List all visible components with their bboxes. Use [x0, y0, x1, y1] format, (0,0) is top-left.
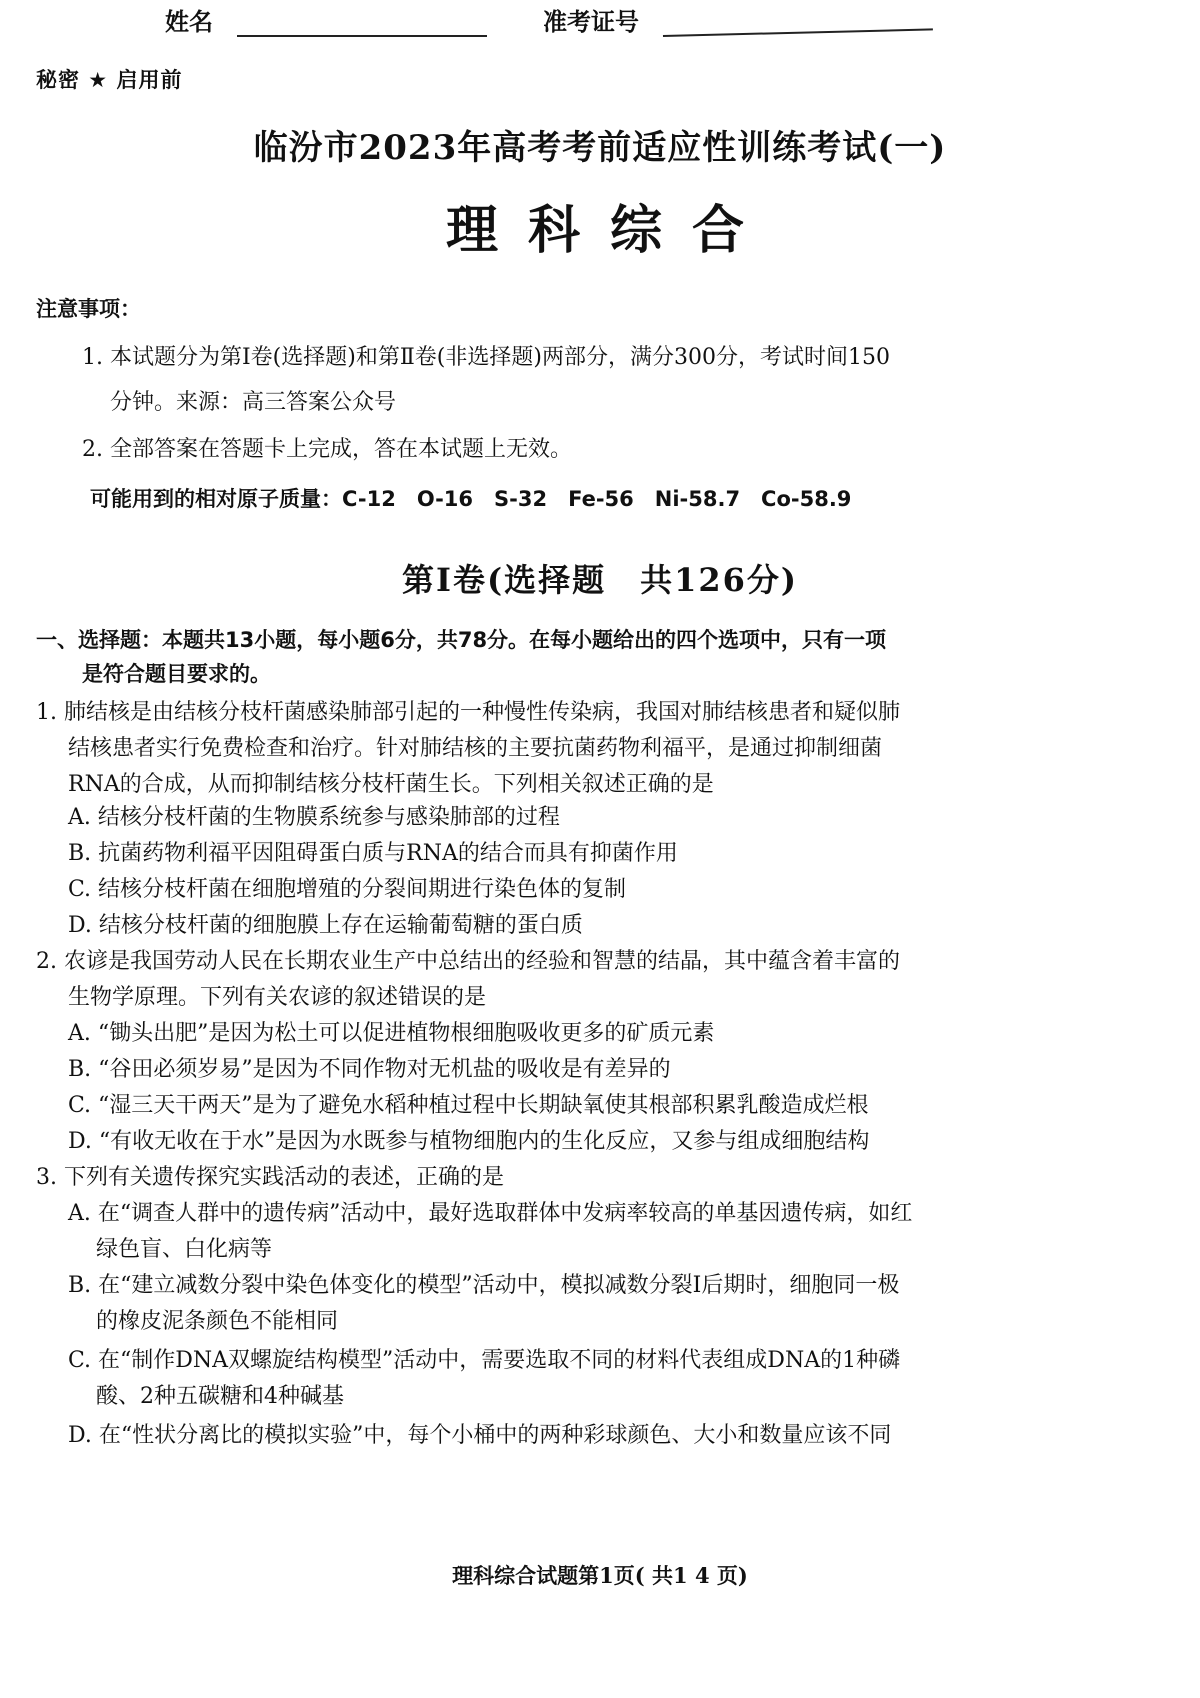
question-2-option-a [68, 1016, 1163, 1052]
question-2-option-d [68, 1124, 1163, 1160]
name-label: 姓名 [165, 8, 213, 36]
stem-line: 生物学原理。下列有关农谚的叙述错误的是 [68, 985, 487, 1010]
note-item-1: 1. 本试题分为第Ⅰ卷(选择题)和第Ⅱ卷(非选择题)两部分，满分300分，考试时间150 [82, 345, 890, 370]
page-footer: 理科综合试题第1页( 共1 4 页) [452, 1563, 748, 1588]
question-1-option-b [68, 836, 1163, 872]
option-line: A. 在“调查人群中的遗传病”活动中，最好选取群体中发病率较高的单基因遗传病，如红 [68, 1201, 913, 1226]
note-item-1-cont: 分钟。来源：高三答案公众号 [110, 390, 397, 415]
question-3-option-c [68, 1343, 1163, 1415]
exam-id-field [543, 2, 933, 37]
option-line: C. “湿三天干两天”是为了避免水稻种植过程中长期缺氧使其根部积累乳酸造成烂根 [68, 1093, 869, 1118]
option-line: D. 在“性状分离比的模拟实验”中，每个小桶中的两种彩球颜色、大小和数量应该不同 [68, 1423, 892, 1448]
option-line: D. “有收无收在于水”是因为水既参与植物细胞内的生化反应，又参与组成细胞结构 [68, 1129, 870, 1154]
question-1-option-a [68, 800, 1163, 836]
question-3-stem [36, 1160, 1166, 1196]
note-item-2: 2. 全部答案在答题卡上完成，答在本试题上无效。 [82, 437, 572, 462]
question-3-option-d [68, 1418, 1163, 1454]
option-line: C. 在“制作DNA双螺旋结构模型”活动中，需要选取不同的材料代表组成DNA的1种磷 [68, 1348, 901, 1373]
question-1-option-c [68, 872, 1163, 908]
stem-line: 2. 农谚是我国劳动人民在长期农业生产中总结出的经验和智慧的结晶，其中蕴含着丰富的 [36, 949, 900, 974]
exam-id-label: 准考证号 [543, 8, 639, 36]
option-line: 绿色盲、白化病等 [96, 1237, 273, 1262]
notes-heading: 注意事项： [36, 297, 141, 321]
question-3-option-a [68, 1196, 1163, 1268]
name-blank [237, 9, 487, 37]
question-2-option-c [68, 1088, 1163, 1124]
option-line: A. “锄头出肥”是因为松土可以促进植物根细胞吸收更多的矿质元素 [68, 1021, 715, 1046]
stem-line: RNA的合成，从而抑制结核分枝杆菌生长。下列相关叙述正确的是 [68, 772, 714, 797]
exam-id-blank [662, 2, 933, 37]
option-line: D. 结核分枝杆菌的细胞膜上存在运输葡萄糖的蛋白质 [68, 913, 583, 938]
section-title: 第Ⅰ卷(选择题 共126分) [401, 561, 799, 599]
option-line: B. 在“建立减数分裂中染色体变化的模型”活动中，模拟减数分裂Ⅰ后期时，细胞同一极 [68, 1273, 900, 1298]
subject-title: 理科综合 [445, 201, 774, 261]
question-1-option-d [68, 908, 1163, 944]
option-line: B. “谷田必须岁易”是因为不同作物对无机盐的吸收是有差异的 [68, 1057, 671, 1082]
confidential-mark: 秘密 ★ 启用前 [36, 68, 183, 92]
question-1-stem [36, 695, 1166, 803]
option-line: A. 结核分枝杆菌的生物膜系统参与感染肺部的过程 [68, 805, 560, 830]
question-2-option-b [68, 1052, 1163, 1088]
option-line: 酸、2种五碳糖和4种碱基 [96, 1384, 344, 1409]
question-3-option-b [68, 1268, 1163, 1340]
option-line: 的橡皮泥条颜色不能相同 [96, 1309, 339, 1334]
section-intro-line: 是符合题目要求的。 [82, 662, 271, 686]
section-intro-line: 一、选择题：本题共13小题，每小题6分，共78分。在每小题给出的四个选项中，只有一项 [36, 628, 887, 652]
name-field [165, 2, 487, 37]
option-line: B. 抗菌药物利福平因阻碍蛋白质与RNA的结合而具有抑菌作用 [68, 841, 678, 866]
question-2-stem [36, 944, 1166, 1016]
option-line: C. 结核分枝杆菌在细胞增殖的分裂间期进行染色体的复制 [68, 877, 627, 902]
stem-line: 3. 下列有关遗传探究实践活动的表述，正确的是 [36, 1165, 504, 1190]
atomic-masses: 可能用到的相对原子质量：C-12 O-16 S-32 Fe-56 Ni-58.7 Co-58.9 [90, 487, 852, 511]
exam-title: 临汾市2023年高考考前适应性训练考试(一) [253, 128, 947, 168]
stem-line: 结核患者实行免费检查和治疗。针对肺结核的主要抗菌药物利福平，是通过抑制细菌 [68, 736, 883, 761]
section-intro [36, 623, 1156, 691]
stem-line: 1. 肺结核是由结核分枝杆菌感染肺部引起的一种慢性传染病，我国对肺结核患者和疑似肺 [36, 700, 900, 725]
